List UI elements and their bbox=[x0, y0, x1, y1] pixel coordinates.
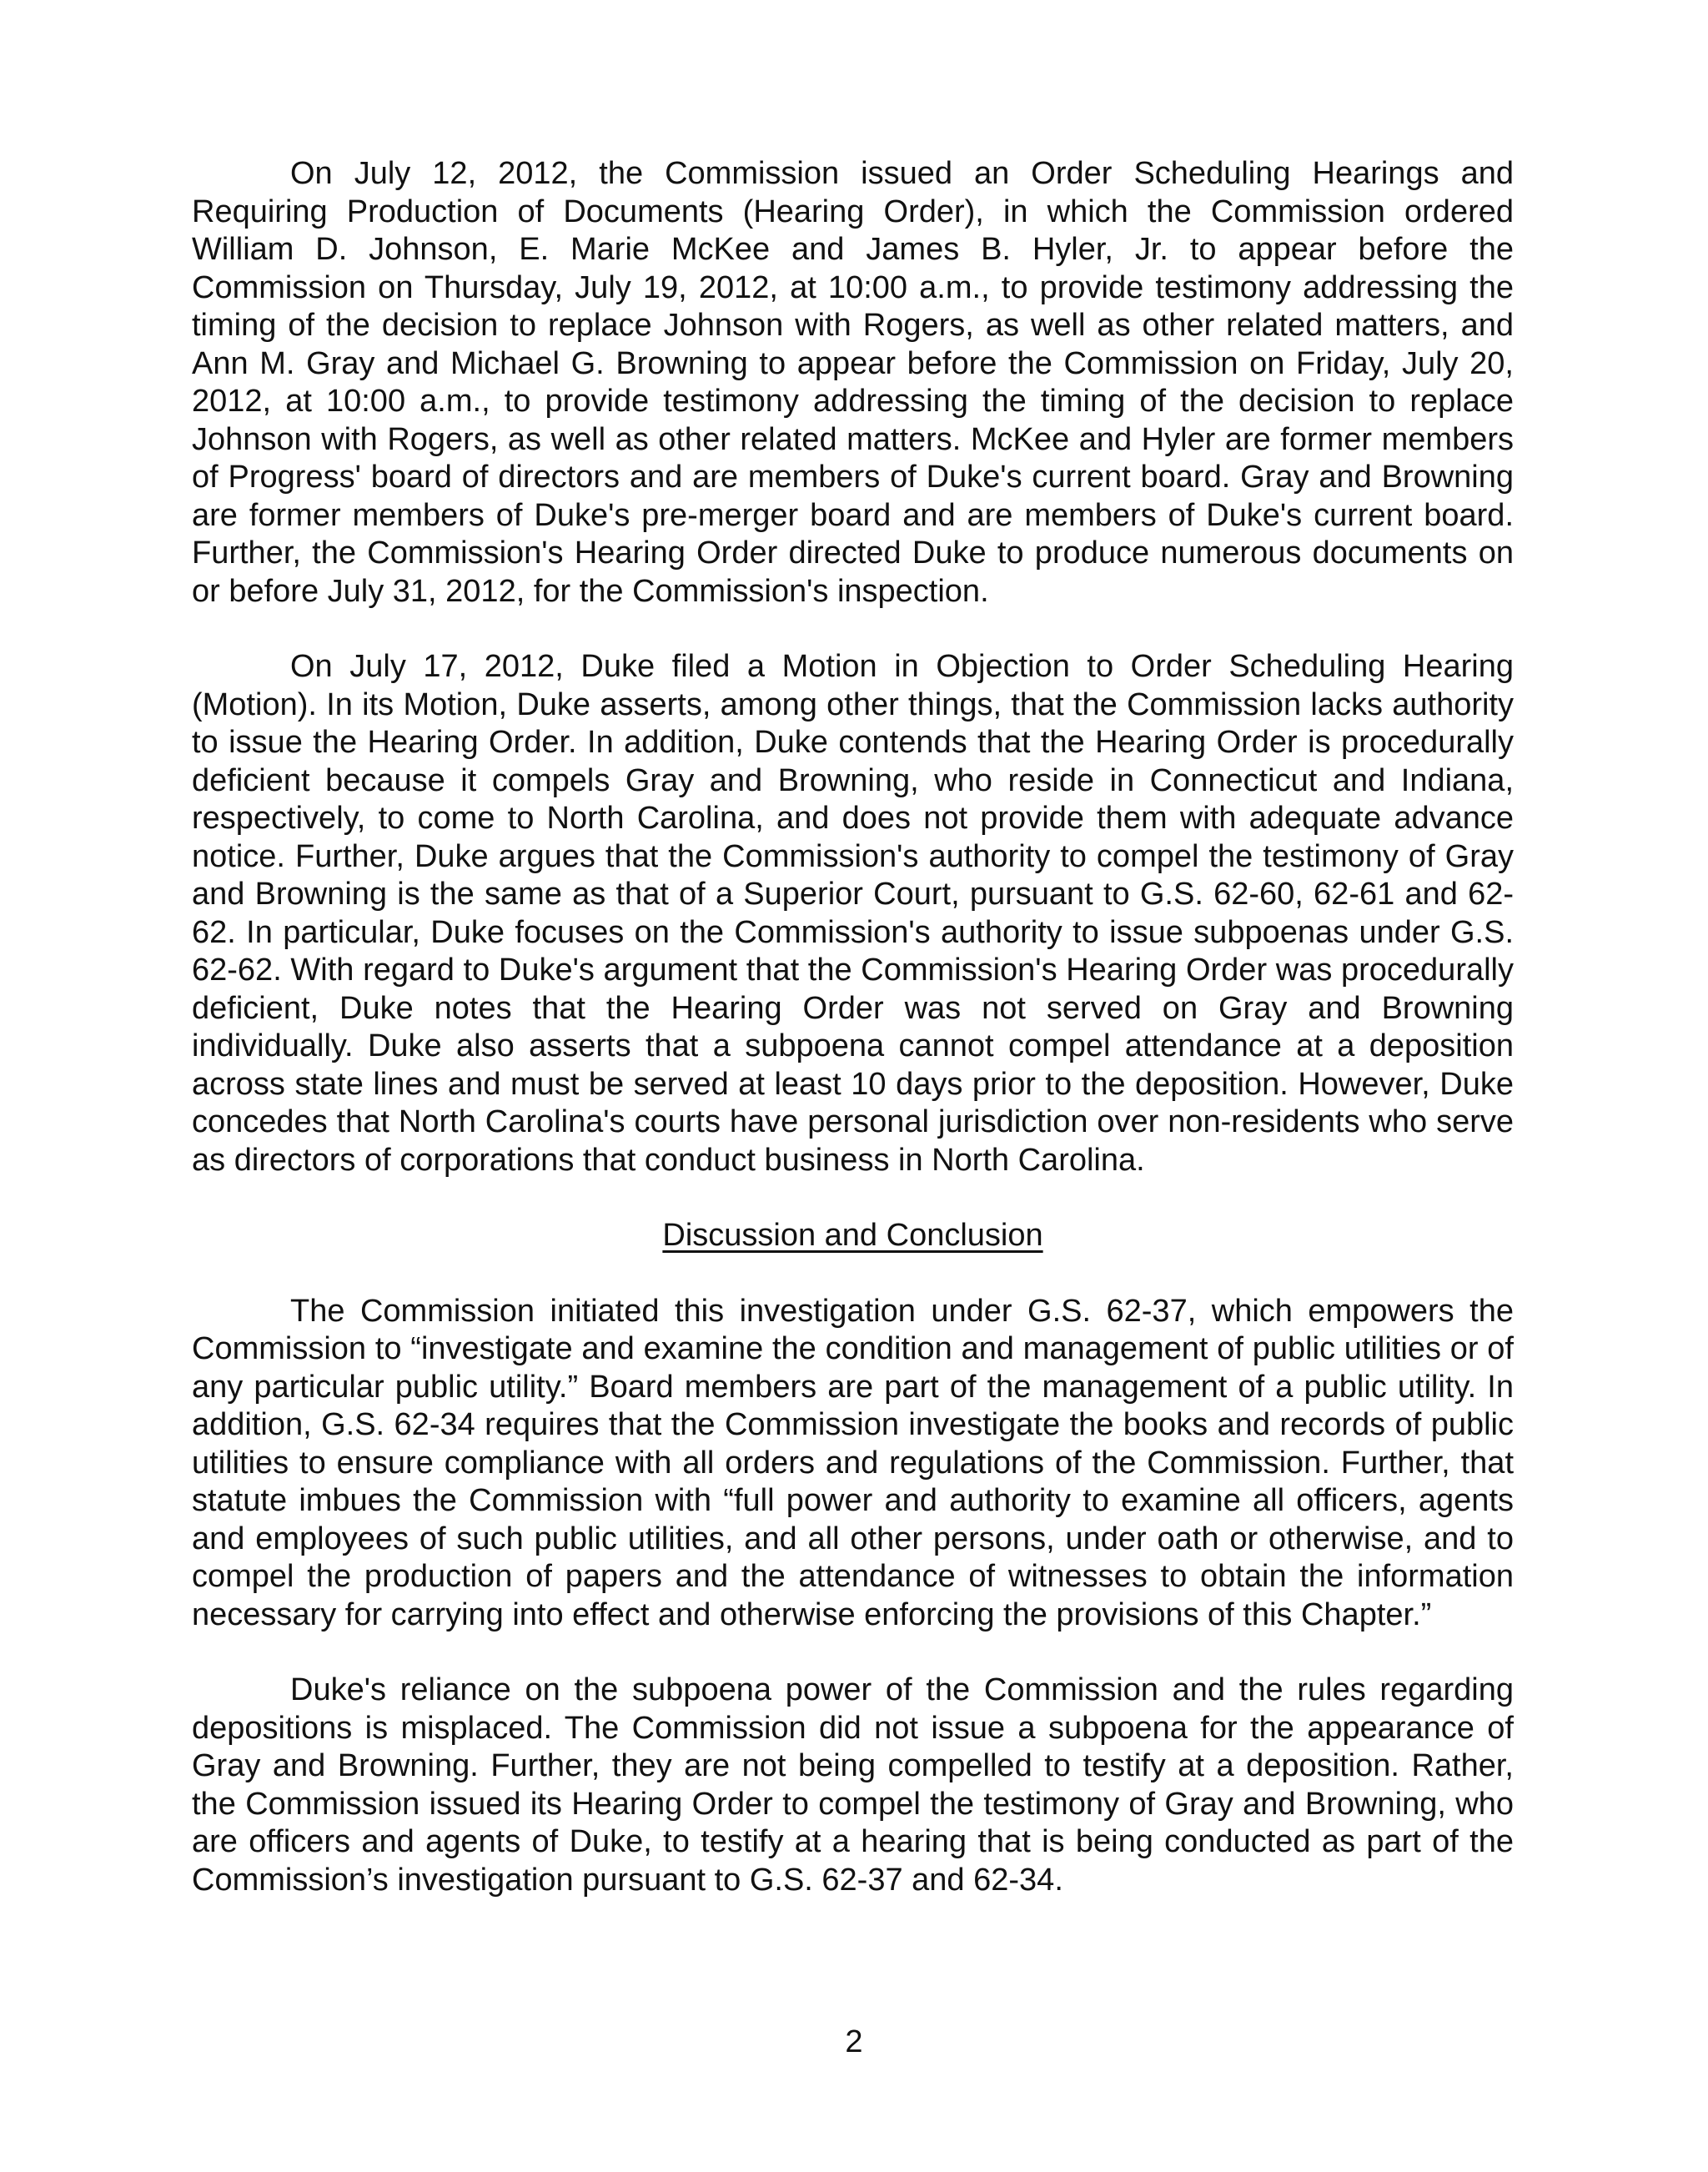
document-body bbox=[192, 155, 1514, 1899]
section-heading bbox=[192, 1217, 1514, 1255]
page-number: 2 bbox=[845, 2024, 863, 2059]
section-heading-text: Discussion and Conclusion bbox=[662, 1218, 1043, 1253]
paragraph-subpoena-reliance: Duke's reliance on the subpoena power of the Commission and the rules regarding depositions is misplaced. The Commission did not issue a subpoena for the appearance of Gray and Browning. Further, they are not being compelled to testify at a deposition. Rather, the Commission issued its Hearing Order to compel the testimony of Gray and Browning, who are officers and agents of Duke, to testify at a hearing that is being conducted as part of the Commission’s investigation pursuant to G.S. 62-37 and 62-34. bbox=[192, 1672, 1514, 1898]
paragraph-investigation-authority: The Commission initiated this investigation under G.S. 62-37, which empowers the Commission to “investigate and examine the condition and management of public utilities or of any particular public utility.” Board members are part of the management of a public utility. In addition, G.S. 62-34 requires that the Commission investigate the books and records of public utilities to ensure compliance with all orders and regulations of the Commission. Further, that statute imbues the Commission with “full power and authority to examine all officers, agents and employees of such public utilities, and all other persons, under oath or otherwise, and to compel the production of papers and the attendance of witnesses to obtain the information necessary for carrying into effect and otherwise enforcing the provisions of this Chapter.” bbox=[192, 1293, 1514, 1632]
paragraph-hearing-order: On July 12, 2012, the Commission issued an Order Scheduling Hearings and Requiring Production of Documents (Hearing Order), in which the Commission ordered William D. Johnson, E. Marie McKee and James B. Hyler, Jr. to appear before the Commission on Thursday, July 19, 2012, at 10:00 a.m., to provide testimony addressing the timing of the decision to replace Johnson with Rogers, as well as other related matters, and Ann M. Gray and Michael G. Browning to appear before the Commission on Friday, July 20, 2012, at 10:00 a.m., to provide testimony addressing the timing of the decision to replace Johnson with Rogers, as well as other related matters. McKee and Hyler are former members of Progress' board of directors and are members of Duke's current board. Gray and Browning are former members of Duke's pre-merger board and are members of Duke's current board. Further, the Commission's Hearing Order directed Duke to produce numerous documents on or before July 31, 2012, for the Commission's inspection. bbox=[192, 156, 1514, 609]
paragraph-duke-motion: On July 17, 2012, Duke filed a Motion in Objection to Order Scheduling Hearing (Motion). In its Motion, Duke asserts, among other things, that the Commission lacks authority to issue the Hearing Order. In addition, Duke contends that the Hearing Order is procedurally deficient because it compels Gray and Browning, who reside in Connecticut and Indiana, respectively, to come to North Carolina, and does not provide them with adequate advance notice. Further, Duke argues that the Commission's authority to compel the testimony of Gray and Browning is the same as that of a Superior Court, pursuant to G.S. 62-60, 62-61 and 62-62. In particular, Duke focuses on the Commission's authority to issue subpoenas under G.S. 62-62. With regard to Duke's argument that the Commission's Hearing Order was procedurally deficient, Duke notes that the Hearing Order was not served on Gray and Browning individually. Duke also asserts that a subpoena cannot compel attendance at a deposition across state lines and must be served at least 10 days prior to the deposition. However, Duke concedes that North Carolina's courts have personal jurisdiction over non-residents who serve as directors of corporations that conduct business in North Carolina. bbox=[192, 649, 1514, 1178]
